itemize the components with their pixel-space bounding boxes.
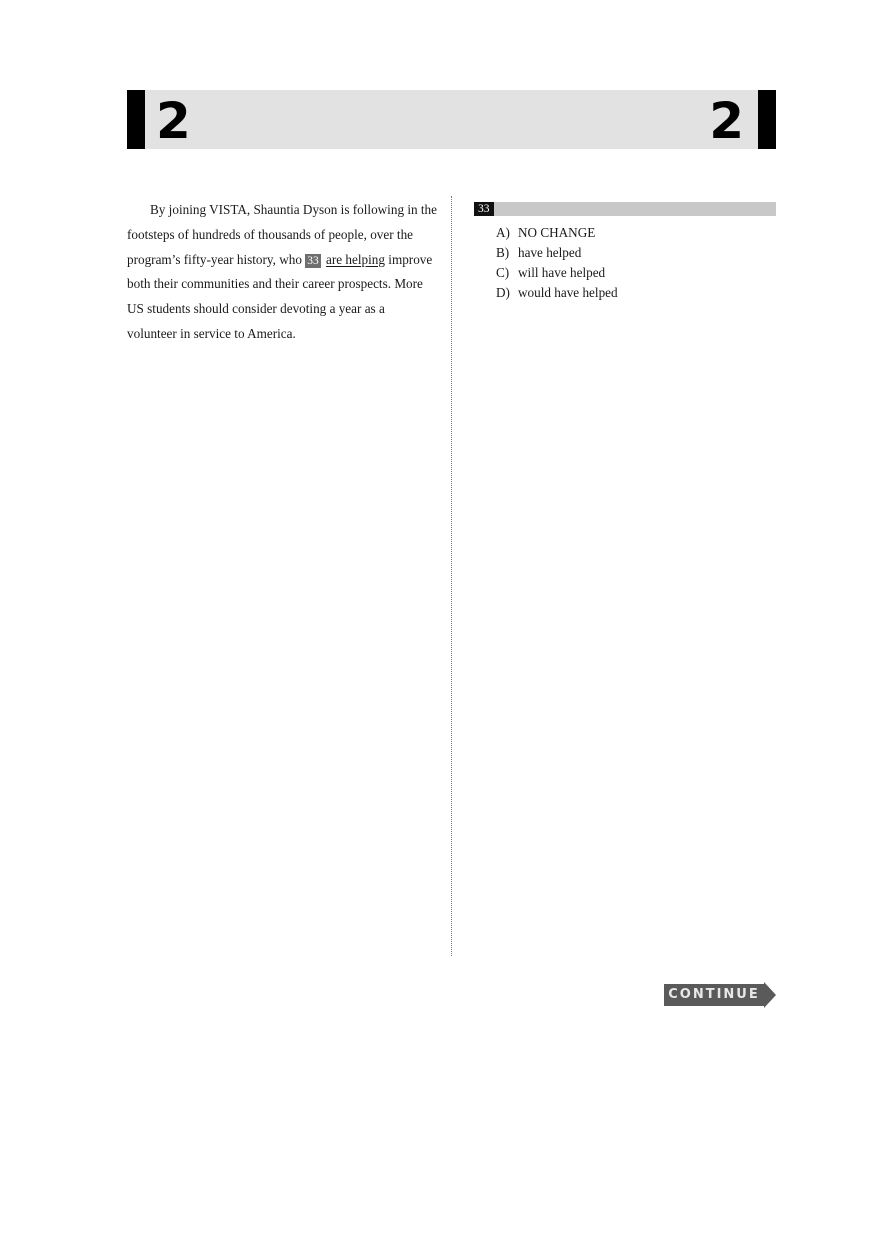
continue-label: CONTINUE — [668, 987, 760, 1002]
answer-choice-a[interactable] — [496, 223, 618, 243]
passage-text-after: improve both their communities and their career prospects. More US students should consider devoting a year as a volunteer in service to America. — [127, 251, 433, 341]
choice-text: would have helped — [518, 285, 618, 300]
choice-letter: C) — [496, 265, 510, 280]
section-bar-left — [127, 90, 145, 149]
choice-letter: B) — [496, 245, 510, 260]
section-number-left: 2 — [156, 92, 191, 150]
question-reference-box[interactable]: 33 — [307, 254, 319, 267]
answer-choice-c[interactable] — [496, 263, 618, 283]
passage-paragraph — [127, 198, 437, 347]
section-bar-right — [758, 90, 776, 149]
choice-text: will have helped — [518, 265, 606, 280]
passage-column — [127, 198, 437, 347]
continue-button[interactable] — [664, 982, 776, 1008]
answer-choice-d[interactable] — [496, 283, 618, 303]
choice-text: NO CHANGE — [518, 225, 596, 240]
answer-choices — [496, 223, 618, 303]
choice-letter: D) — [496, 285, 510, 300]
underlined-phrase[interactable]: are helping — [326, 251, 385, 267]
choice-letter: A) — [496, 225, 510, 240]
section-header — [127, 90, 776, 149]
choice-text: have helped — [518, 245, 582, 260]
passage-text-before: By joining VISTA, Shauntia Dyson is following in the footsteps of hundreds of thousands of people, over the program’s fifty-year history, who — [127, 202, 437, 267]
question-header-bar — [474, 202, 776, 216]
question-number: 33 — [474, 202, 494, 216]
answer-choice-b[interactable] — [496, 243, 618, 263]
column-divider — [451, 196, 452, 956]
section-number-right: 2 — [709, 92, 744, 150]
